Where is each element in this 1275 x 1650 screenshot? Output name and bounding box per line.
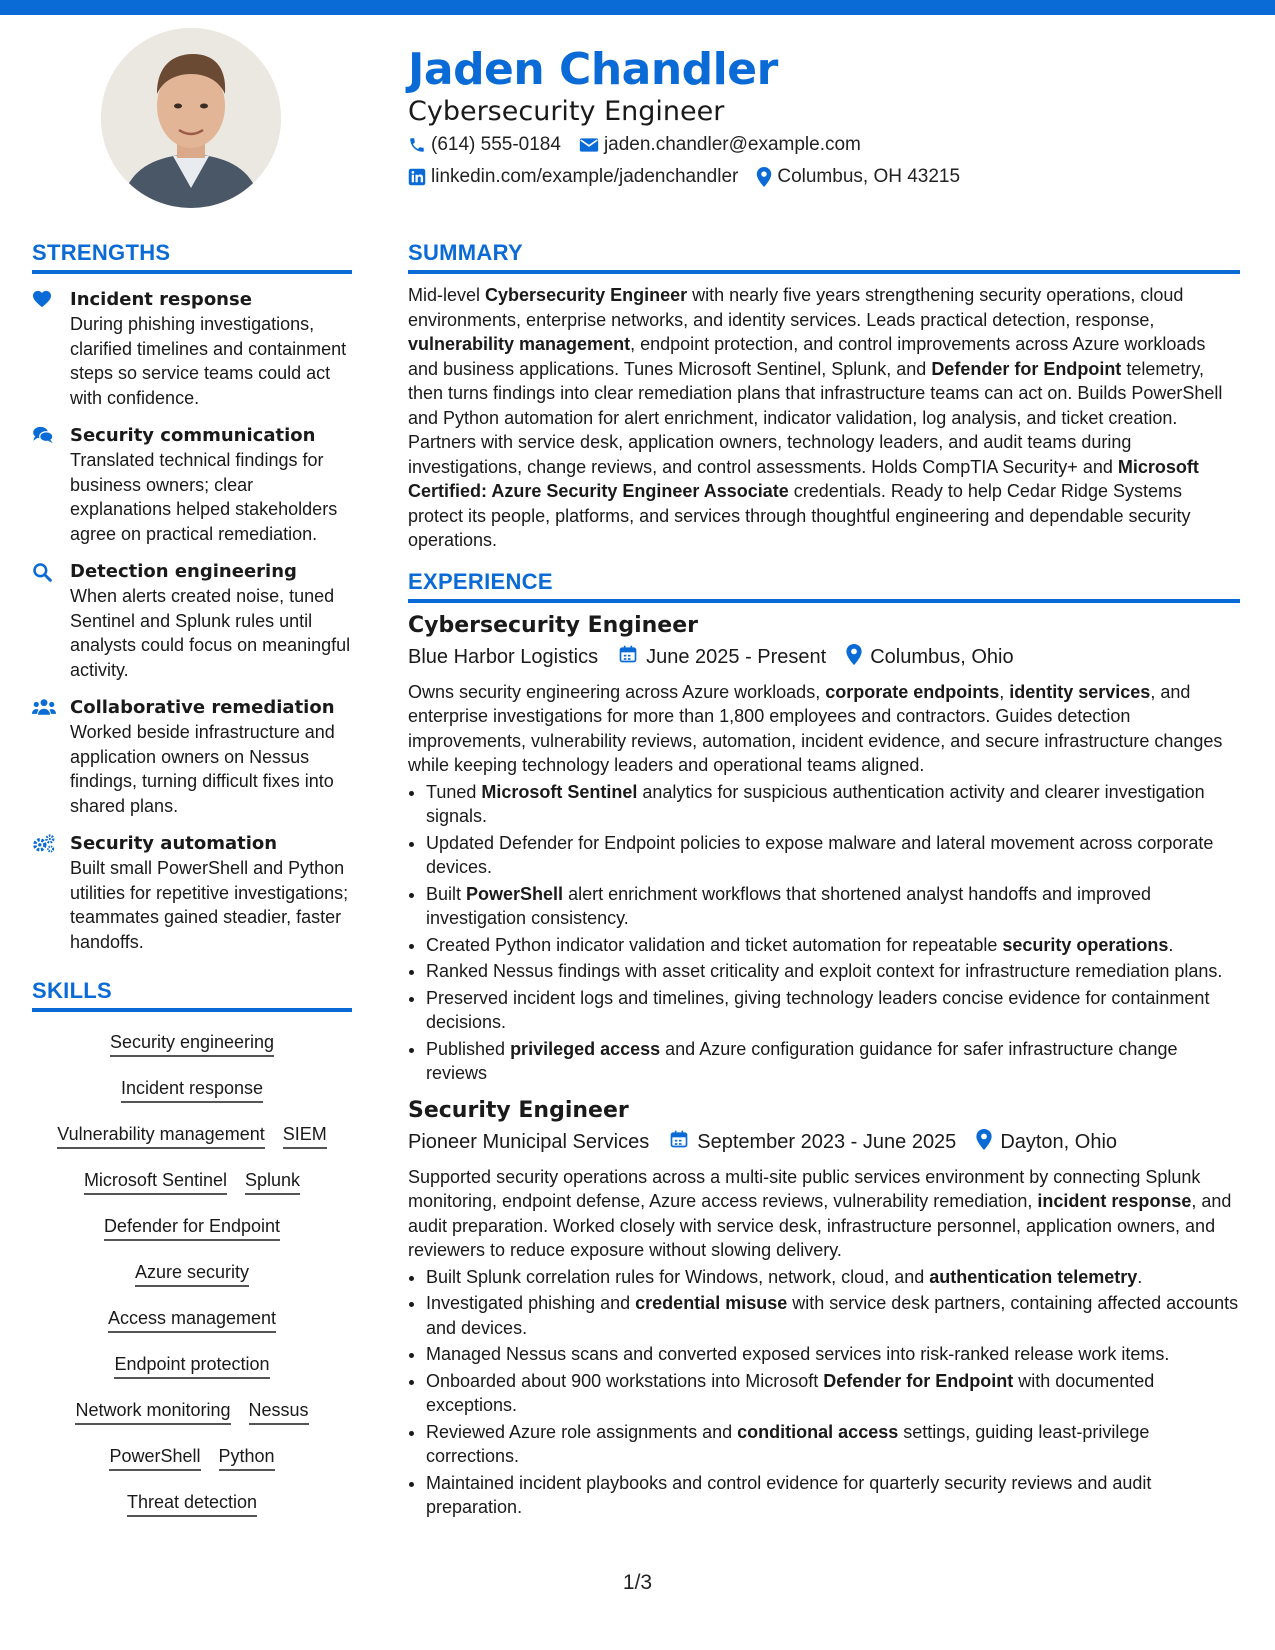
calendar-icon xyxy=(669,1129,697,1155)
job-title: Cybersecurity Engineer xyxy=(408,612,698,638)
top-accent-bar xyxy=(0,0,1275,15)
skills-heading: SKILLS xyxy=(32,978,352,1012)
contact-row-2 xyxy=(408,166,978,188)
job-bullet xyxy=(426,1471,1240,1520)
job-bullet xyxy=(426,1420,1240,1469)
job-bullet xyxy=(426,780,1240,829)
bullet-segment: settings, guiding least-privilege corrections. xyxy=(426,1421,1150,1466)
skill-row xyxy=(32,1122,352,1149)
skill-row xyxy=(32,1306,352,1333)
location-pin-icon xyxy=(976,1129,1000,1156)
bullet-segment: Preserved incident logs and timelines, giving technology leaders concise evidence for containment decisions. xyxy=(426,987,1210,1032)
strength-item xyxy=(32,832,352,954)
skill-tag: Threat detection xyxy=(127,1490,257,1517)
phone-text: (614) 555-0184 xyxy=(431,134,561,155)
job-description-segment: , and enterprise investigations for more than 1,800 employees and contractors. Guides detection improvements, vulnerability reviews, automation, incident evidence, and secure infrastructure changes while keeping technology leaders and operational teams aligned. xyxy=(408,681,1223,775)
location-pin-icon xyxy=(756,167,772,187)
location-text: Columbus, OH 43215 xyxy=(777,166,961,187)
bullet-segment: Ranked Nessus findings with asset criticality and exploit context for infrastructure remediation plans. xyxy=(426,961,1223,981)
job-description-bold-segment: incident response xyxy=(1037,1191,1192,1211)
summary-heading: SUMMARY xyxy=(408,240,1240,274)
bullet-segment: Built Splunk correlation rules for Windows, network, cloud, and xyxy=(426,1266,930,1287)
job-description-segment: , and audit preparation. Worked closely with service desk, infrastructure personnel, application owners, and reviewers to reduce exposure without slowing delivery. xyxy=(408,1191,1232,1260)
job-description-segment: , xyxy=(999,681,1010,702)
job-entry xyxy=(408,613,1240,1086)
bullet-segment: analytics for suspicious authentication activity and clearer investigation signals. xyxy=(426,781,1205,826)
bullet-bold-segment: credential misuse xyxy=(635,1293,788,1313)
comments-icon xyxy=(32,424,70,546)
bullet-segment: Built xyxy=(426,883,467,904)
contact-row-1 xyxy=(408,134,879,156)
bullet-segment: Investigated phishing and xyxy=(426,1293,636,1313)
skill-tag: Security engineering xyxy=(110,1030,274,1057)
skill-tag: Microsoft Sentinel xyxy=(84,1168,227,1195)
job-bullet xyxy=(426,986,1240,1035)
calendar-icon xyxy=(618,644,646,670)
job-meta xyxy=(408,1129,1240,1156)
skill-row xyxy=(32,1260,352,1287)
skill-row xyxy=(32,1352,352,1379)
experience-list xyxy=(408,613,1240,1520)
summary-bold-segment: vulnerability management xyxy=(408,334,631,354)
bullet-bold-segment: PowerShell xyxy=(466,883,564,904)
summary-segment: , endpoint protection, and control improvements across Azure workloads and business applications. Tunes Microsoft Sentinel, Splunk, and xyxy=(408,334,1206,379)
bullet-segment: Onboarded about 900 workstations into Microsoft xyxy=(426,1370,824,1391)
bullet-segment: Managed Nessus scans and converted exposed services into risk-ranked release work items. xyxy=(426,1344,1170,1364)
job-meta xyxy=(408,644,1240,671)
gears-icon xyxy=(32,832,70,954)
job-description-segment: Supported security operations across a multi-site public services environment by connecting Splunk monitoring, endpoint defense, Azure access reviews, vulnerability remediation, xyxy=(408,1166,1201,1211)
skill-row xyxy=(32,1214,352,1241)
job-bullet xyxy=(426,933,1240,958)
strength-description: Translated technical findings for business owners; clear explanations helped stakeholders agree on practical remediation. xyxy=(70,450,338,544)
summary-segment: Mid-level xyxy=(408,285,486,305)
candidate-role: Cybersecurity Engineer xyxy=(408,96,725,127)
skill-row xyxy=(32,1398,352,1425)
skill-tag: Endpoint protection xyxy=(114,1352,269,1379)
strength-item xyxy=(32,560,352,682)
phone-contact[interactable] xyxy=(408,134,561,156)
strength-description: When alerts created noise, tuned Sentinel and Splunk rules until analysts could focus on meaningful activity. xyxy=(70,586,351,680)
skill-row xyxy=(32,1168,352,1195)
job-bullets xyxy=(408,1265,1240,1520)
skill-row xyxy=(32,1076,352,1103)
summary-bold-segment: Microsoft Certified: Azure Security Engineer Associate xyxy=(408,456,1199,501)
job-dates-text: September 2023 - June 2025 xyxy=(697,1130,957,1153)
job-description xyxy=(408,680,1240,778)
bullet-bold-segment: privileged access xyxy=(510,1038,661,1059)
experience-heading: EXPERIENCE xyxy=(408,569,1240,603)
summary-segment: credentials. Ready to help Cedar Ridge Systems protect its people, platforms, and services through thoughtful engineering and dependable security operations. xyxy=(408,481,1191,550)
search-icon xyxy=(32,560,70,682)
bullet-bold-segment: Defender for Endpoint xyxy=(823,1370,1014,1391)
bullet-segment: . xyxy=(1137,1266,1143,1287)
job-dates-text: June 2025 - Present xyxy=(646,645,827,668)
strength-description: During phishing investigations, clarified timelines and containment steps so service teams could act with confidence. xyxy=(70,314,347,408)
skill-tag: Access management xyxy=(108,1306,276,1333)
job-company: Blue Harbor Logistics xyxy=(408,645,599,668)
bullet-bold-segment: authentication telemetry xyxy=(929,1266,1138,1287)
strength-description: Worked beside infrastructure and application owners on Nessus findings, turning difficult fixes into shared plans. xyxy=(70,722,335,816)
envelope-icon xyxy=(579,137,599,153)
skill-tag: PowerShell xyxy=(109,1444,200,1471)
skill-tag: Python xyxy=(219,1444,275,1471)
job-description xyxy=(408,1165,1240,1263)
strengths-heading: STRENGTHS xyxy=(32,240,352,274)
location-pin-icon xyxy=(846,644,870,671)
summary-segment: with nearly five years strengthening security operations, cloud environments, enterprise networks, and identity services. Leads practical detection, response, xyxy=(408,285,1184,330)
bullet-bold-segment: security operations xyxy=(1002,934,1169,955)
bullet-segment: Created Python indicator validation and ticket automation for repeatable xyxy=(426,934,1003,955)
bullet-segment: Updated Defender for Endpoint policies to expose malware and lateral movement across corporate devices. xyxy=(426,832,1214,877)
bullet-segment: Tuned xyxy=(426,781,482,802)
bullet-segment: Reviewed Azure role assignments and xyxy=(426,1421,738,1442)
strength-item xyxy=(32,424,352,546)
phone-icon xyxy=(408,136,426,154)
strength-title: Incident response xyxy=(70,289,252,310)
job-location-text: Columbus, Ohio xyxy=(870,645,1014,668)
skill-tag: Incident response xyxy=(121,1076,263,1103)
email-contact[interactable] xyxy=(579,134,861,156)
page-number: 1/3 xyxy=(622,1571,653,1594)
job-location-text: Dayton, Ohio xyxy=(1000,1130,1118,1153)
skill-tag: Nessus xyxy=(249,1398,309,1425)
strength-title: Collaborative remediation xyxy=(70,697,335,718)
job-company: Pioneer Municipal Services xyxy=(408,1130,650,1153)
linkedin-contact[interactable] xyxy=(408,166,738,188)
job-description-segment: Owns security engineering across Azure workloads, xyxy=(408,681,826,702)
profile-photo xyxy=(101,28,281,208)
skill-row xyxy=(32,1030,352,1057)
job-dates xyxy=(669,1129,956,1155)
job-bullet xyxy=(426,1291,1240,1340)
email-text: jaden.chandler@example.com xyxy=(603,134,861,155)
bullet-segment: Published xyxy=(426,1038,511,1059)
job-title: Security Engineer xyxy=(408,1097,629,1123)
bullet-segment: with service desk partners, containing affected accounts and devices. xyxy=(426,1293,1239,1338)
bullet-segment: . xyxy=(1168,934,1174,955)
summary-text xyxy=(408,283,1240,553)
skill-row xyxy=(32,1490,352,1517)
job-description-bold-segment: corporate endpoints xyxy=(825,681,1000,702)
skill-tag: Azure security xyxy=(135,1260,249,1287)
bullet-segment: with documented exceptions. xyxy=(426,1370,1155,1415)
skill-tag: Defender for Endpoint xyxy=(104,1214,280,1241)
location-contact xyxy=(756,166,960,188)
skill-tag: Vulnerability management xyxy=(57,1122,264,1149)
bullet-bold-segment: conditional access xyxy=(737,1421,899,1442)
heart-icon xyxy=(32,288,70,410)
strength-title: Detection engineering xyxy=(70,561,297,582)
job-bullet xyxy=(426,1265,1240,1290)
skill-tag: Splunk xyxy=(245,1168,300,1195)
skill-row xyxy=(32,1444,352,1471)
job-location xyxy=(976,1129,1117,1156)
job-location xyxy=(846,644,1013,671)
job-bullet xyxy=(426,882,1240,931)
candidate-name: Jaden Chandler xyxy=(408,44,778,95)
job-bullets xyxy=(408,780,1240,1086)
bullet-segment: and Azure configuration guidance for safer infrastructure change reviews xyxy=(426,1038,1178,1083)
strength-item xyxy=(32,696,352,818)
strength-description: Built small PowerShell and Python utilities for repetitive investigations; teammates gained steadier, faster handoffs. xyxy=(70,858,349,952)
job-bullet xyxy=(426,1037,1240,1086)
strength-item xyxy=(32,288,352,410)
summary-segment: telemetry, then turns findings into clear remediation plans that infrastructure teams can act on. Builds PowerShell and Python automation for alert enrichment, indicator validation, log analysis, and ticket creation. Partners with service desk, application owners, technology leaders, and audit teams during investigations, change reviews, and control assessments. Holds CompTIA Security+ and xyxy=(408,358,1223,477)
job-entry xyxy=(408,1098,1240,1520)
job-bullet xyxy=(426,831,1240,880)
strengths-list xyxy=(32,288,352,954)
summary-bold-segment: Cybersecurity Engineer xyxy=(485,285,688,305)
job-dates xyxy=(618,644,826,670)
strength-title: Security automation xyxy=(70,833,278,854)
job-description-bold-segment: identity services xyxy=(1009,681,1151,702)
bullet-segment: alert enrichment workflows that shortened analyst handoffs and improved investigation consistency. xyxy=(426,883,1152,928)
right-column xyxy=(408,240,1240,1522)
job-bullet xyxy=(426,959,1240,984)
left-column xyxy=(32,240,352,1536)
job-bullet xyxy=(426,1369,1240,1418)
skills-list xyxy=(32,1030,352,1517)
summary-bold-segment: Defender for Endpoint xyxy=(931,358,1122,379)
linkedin-icon xyxy=(408,168,426,186)
bullet-bold-segment: Microsoft Sentinel xyxy=(481,781,638,802)
skill-tag: Network monitoring xyxy=(75,1398,230,1425)
bullet-segment: Maintained incident playbooks and control evidence for quarterly security reviews and audit preparation. xyxy=(426,1472,1152,1517)
job-bullet xyxy=(426,1342,1240,1367)
skill-tag: SIEM xyxy=(283,1122,327,1149)
strength-title: Security communication xyxy=(70,425,316,446)
linkedin-text: linkedin.com/example/jadenchandler xyxy=(431,166,739,187)
users-icon xyxy=(32,696,70,818)
